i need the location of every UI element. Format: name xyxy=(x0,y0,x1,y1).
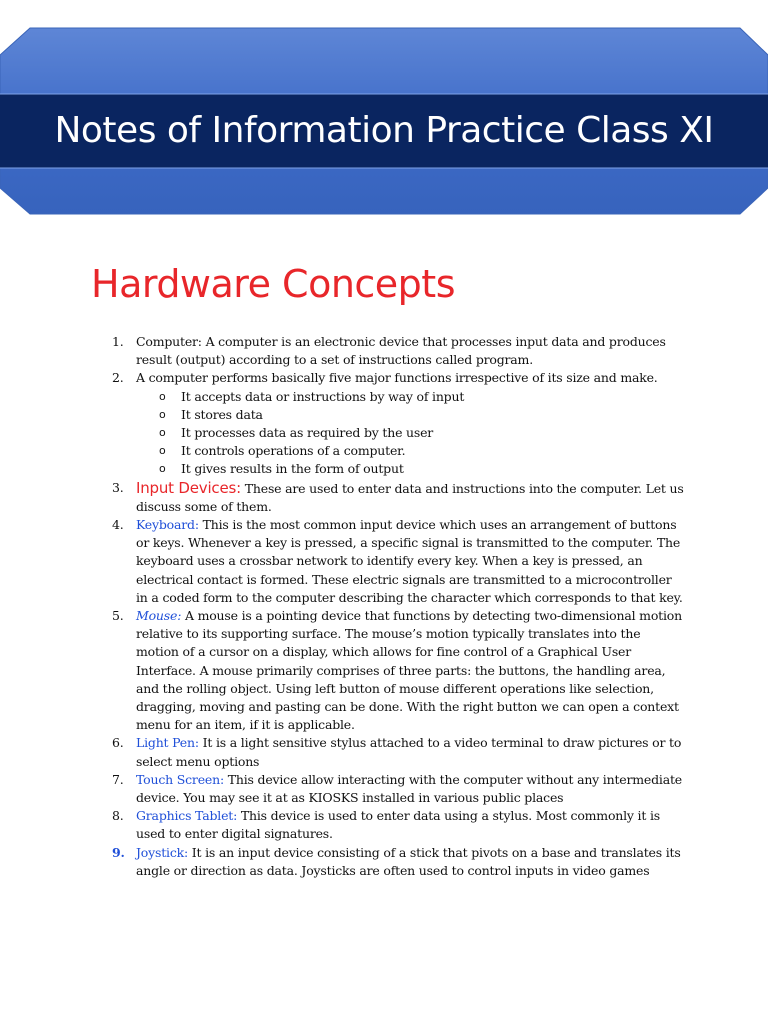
list-item-9 xyxy=(0,844,686,880)
list-item-4 xyxy=(0,516,686,607)
term-touch-screen: Touch Screen: xyxy=(136,771,224,787)
item-text: Computer: A computer is an electronic device that processes input data and produces result (output) according to a set of instructions called program. xyxy=(136,334,666,368)
term-mouse: Mouse: xyxy=(136,608,182,624)
list-item-3 xyxy=(0,479,686,516)
section-heading: Hardware Concepts xyxy=(91,262,456,306)
term-keyboard: Keyboard: xyxy=(136,517,199,533)
numbered-list xyxy=(0,333,768,880)
list-item-7 xyxy=(0,771,686,807)
sub-list-item: o It controls operations of a computer. xyxy=(0,442,768,460)
item-number: 5. xyxy=(112,608,124,624)
sub-list-item: o It processes data as required by the user xyxy=(0,424,768,442)
item-number: 2. xyxy=(112,370,124,386)
list-item-2 xyxy=(0,369,686,387)
term-light-pen: Light Pen: xyxy=(136,735,199,751)
list-item-1 xyxy=(0,333,686,369)
item-text: This is the most common input device which uses an arrangement of buttons or keys. Whenever a key is pressed, a specific signal is transmitted to the computer. The keyboard uses a crossbar network to identify every key. When a key is pressed, an electrical contact is formed. These electric signals are transmitted to a microcontroller in a coded form to the computer describing the character which corresponds to that key. xyxy=(136,517,683,605)
sub-list-item: o It accepts data or instructions by way of input xyxy=(0,388,768,406)
item-text: A mouse is a pointing device that functions by detecting two-dimensional motion relative to its supporting surface. The mouse’s motion typically translates into the motion of a cursor on a display, which allows for fine control of a Graphical User Interface. A mouse primarily comprises of three parts: the buttons, the handling area, and the rolling object. Using left button of mouse different operations like selection, dragging, moving and pasting can be done. With the right button we can open a context menu for an item, if it is applicable. xyxy=(136,608,682,733)
item-number: 8. xyxy=(112,808,124,824)
item-number: 6. xyxy=(112,735,124,751)
title-banner xyxy=(0,0,768,220)
item-text: This device is used to enter data using a stylus. Most commonly it is used to enter digital signatures. xyxy=(136,808,660,842)
term-graphics-tablet: Graphics Tablet: xyxy=(136,808,238,824)
list-item-6 xyxy=(0,734,686,770)
item-text: This device allow interacting with the computer without any intermediate device. You may see it at as KIOSKS installed in various public places xyxy=(136,771,682,806)
document-title: Notes of Information Practice Class XI xyxy=(54,109,714,151)
item-text: It is an input device consisting of a stick that pivots on a base and translates its angle or direction as data. Joysticks are often used to control inputs in video games xyxy=(136,844,681,878)
bullet-icon: o xyxy=(159,444,166,458)
item-number: 1. xyxy=(112,334,124,349)
list-item-8 xyxy=(0,807,686,843)
sub-list-item: o It gives results in the form of output xyxy=(0,460,768,478)
item-number: 4. xyxy=(112,517,124,533)
term-joystick: Joystick: xyxy=(136,844,189,860)
bullet-icon: o xyxy=(159,426,166,440)
bullet-icon: o xyxy=(159,407,166,421)
item-number: 7. xyxy=(112,771,124,787)
item-text: These are used to enter data and instructions into the computer. Let us discuss some of them. xyxy=(136,480,684,514)
bullet-icon: o xyxy=(159,462,166,476)
bullet-icon: o xyxy=(159,389,166,403)
item-text: A computer performs basically five major functions irrespective of its size and make. xyxy=(136,370,658,386)
sub-list-item: o It stores data xyxy=(0,406,768,424)
item-text: It is a light sensitive stylus attached to a video terminal to draw pictures or to select menu options xyxy=(136,735,682,769)
item-number: 3. xyxy=(112,479,124,495)
term-input-devices: Input Devices: xyxy=(136,478,241,497)
item-number: 9. xyxy=(112,844,125,860)
list-item-5 xyxy=(0,607,686,734)
